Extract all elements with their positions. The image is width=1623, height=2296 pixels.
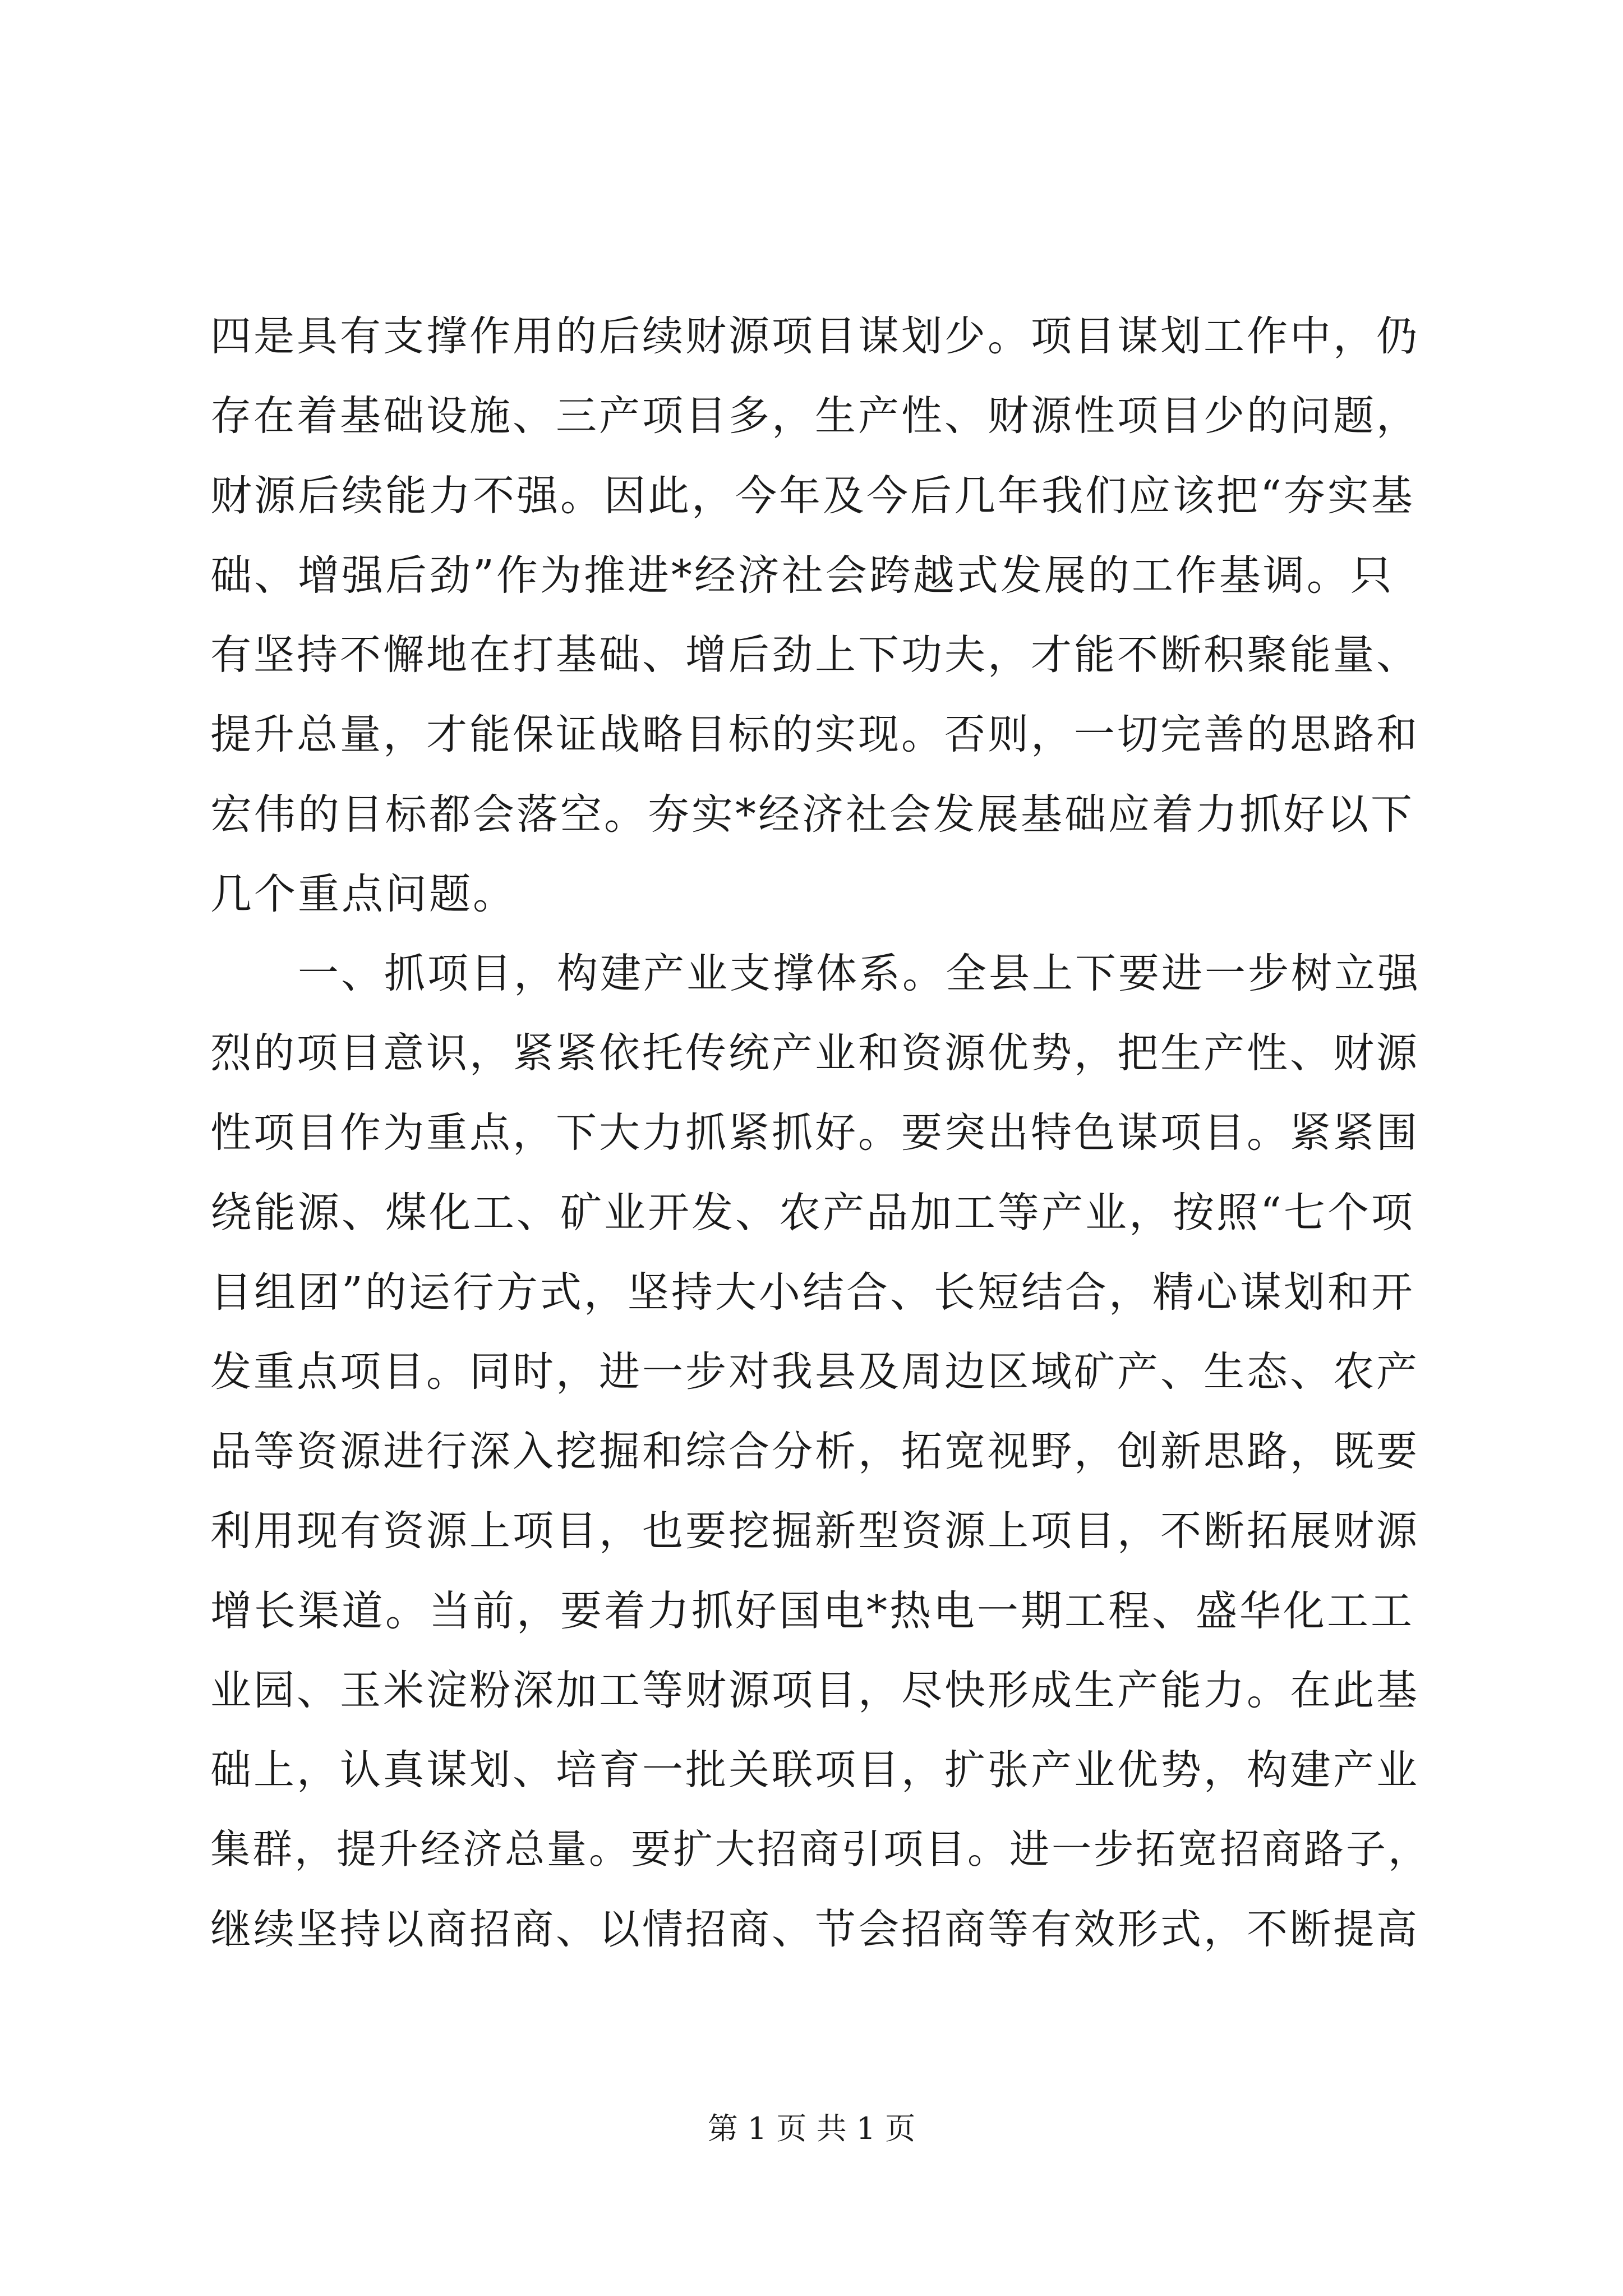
text-line: 业园、玉米淀粉深加工等财源项目，尽快形成生产能力。在此基: [210, 1667, 1419, 1714]
text-line: 品等资源进行深入挖掘和综合分析，拓宽视野，创新思路，既要: [210, 1428, 1419, 1475]
text-line: 几个重点问题。: [210, 870, 517, 918]
text-line: 提升总量，才能保证战略目标的实现。否则，一切完善的思路和: [210, 711, 1419, 758]
text-line: 存在着基础设施、三产项目多，生产性、财源性项目少的问题，: [210, 392, 1419, 440]
text-line: 础、增强后劲”作为推进*经济社会跨越式发展的工作基调。只: [210, 551, 1394, 600]
text-line: 继续坚持以商招商、以情招商、节会招商等有效形式，不断提高: [210, 1906, 1419, 1953]
text-line: 绕能源、煤化工、矿业开发、农产品加工等产业，按照“七个项: [210, 1189, 1415, 1237]
page-number-footer: 第 1 页 共 1 页: [707, 2111, 916, 2146]
text-line: 集群，提升经济总量。要扩大招商引项目。进一步拓宽招商路子，: [210, 1826, 1431, 1872]
text-line: 财源后续能力不强。因此，今年及今后几年我们应该把“夯实基: [210, 472, 1415, 520]
text-line: 发重点项目。同时，进一步对我县及周边区域矿产、生态、农产: [210, 1348, 1419, 1396]
text-line: 四是具有支撑作用的后续财源项目谋划少。项目谋划工作中，仍: [210, 312, 1419, 360]
text-line: 利用现有资源上项目，也要挖掘新型资源上项目，不断拓展财源: [210, 1507, 1419, 1555]
text-line: 宏伟的目标都会落空。夯实*经济社会发展基础应着力抓好以下: [210, 790, 1414, 839]
section-heading-line: 一、抓项目，构建产业支撑体系。全县上下要进一步树立强: [298, 950, 1421, 997]
text-line: 性项目作为重点，下大力抓紧抓好。要突出特色谋项目。紧紧围: [210, 1109, 1419, 1157]
text-line: 础上，认真谋划、培育一批关联项目，扩张产业优势，构建产业: [210, 1746, 1419, 1794]
text-line: 增长渠道。当前，要着力抓好国电*热电一期工程、盛华化工工: [210, 1587, 1414, 1635]
text-line: 有坚持不懈地在打基础、增后劲上下功夫，才能不断积聚能量、: [210, 631, 1419, 679]
text-line: 烈的项目意识，紧紧依托传统产业和资源优势，把生产性、财源: [210, 1029, 1419, 1077]
text-line: 目组团”的运行方式，坚持大小结合、长短结合，精心谋划和开: [210, 1268, 1415, 1317]
